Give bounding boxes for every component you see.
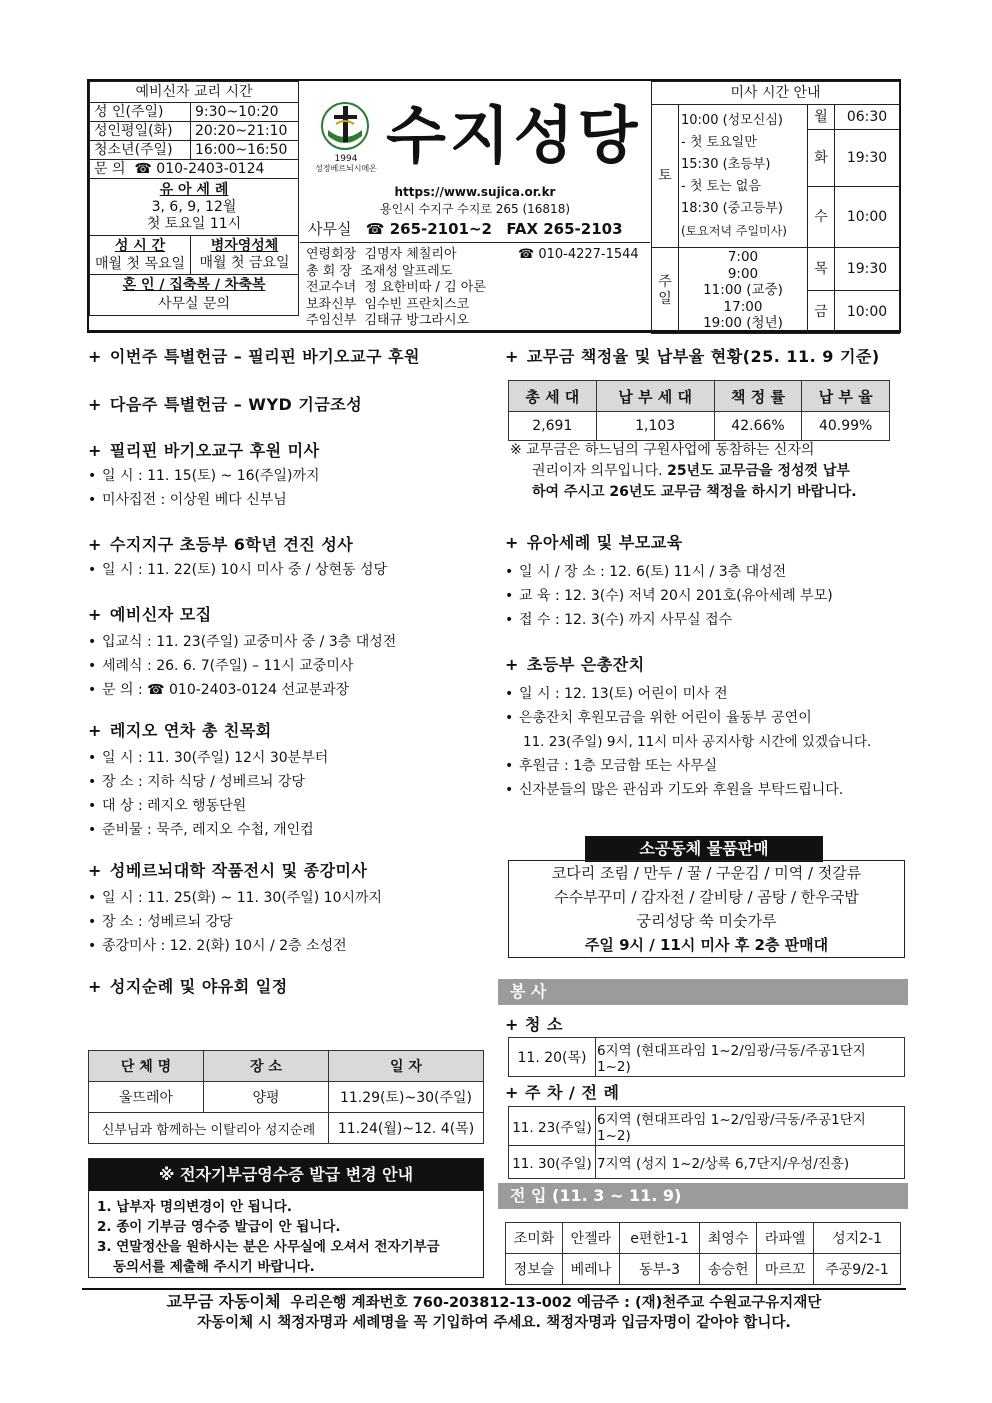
table-header: 장 소 <box>204 1051 329 1082</box>
list-item: • 일 시 : 11. 25(화) ~ 11. 30(주일) 10시까지 <box>88 886 488 910</box>
tithe-note <box>510 440 905 503</box>
mass-sunday-time: 7:00 <box>727 249 759 266</box>
staff-divider <box>300 242 650 243</box>
table-header: 납 부 세 대 <box>596 381 714 412</box>
table-cell: 주공9/2-1 <box>814 1254 901 1285</box>
list-item: • 일 시 : 12. 13(토) 어린이 미사 전 <box>505 682 905 706</box>
receipt-notice-title: ※ 전자기부금영수증 발급 변경 안내 <box>89 1159 483 1191</box>
parking-table <box>508 1106 905 1179</box>
tithe-note-line: ※ 교무금은 하느님의 구원사업에 동참하는 신자의 <box>510 442 815 458</box>
special-offering-this-week: 이번주 특별헌금 – 필리핀 바기오교구 후원 <box>109 347 421 366</box>
pilgrimage-title: 성지순례 및 야유회 일정 <box>109 977 288 996</box>
table-cell: 11. 20(목) <box>509 1038 596 1077</box>
table-cell: 최영수 <box>700 1223 757 1254</box>
list-item: • 미사집전 : 이상원 베다 신부님 <box>88 488 488 512</box>
table-cell: 베레나 <box>562 1254 619 1285</box>
footer-rule <box>82 1288 906 1290</box>
table-header: 책 정 률 <box>714 381 802 412</box>
table-cell: 1,103 <box>596 412 714 441</box>
tithe-table <box>508 380 890 441</box>
table-cell: 7지역 (성지 1~2/상록 6,7단지/우성/진흥) <box>596 1146 905 1179</box>
receipt-item: 3. 연말정산을 원하시는 분은 사무실에 오셔서 전자기부금 <box>97 1239 440 1255</box>
footer-account: 우리은행 계좌번호 760-203812-13-002 예금주 : (재)천주교 수원교구유지재단 <box>290 1295 822 1311</box>
table-cell: 조미화 <box>506 1223 563 1254</box>
tithe-note-line: 권리이자 의무입니다. <box>532 463 663 479</box>
mass-weekday-time: 10:00 <box>835 291 900 334</box>
table-cell: 6지역 (현대프라임 1~2/임광/극동/주공1단지 1~2) <box>596 1038 905 1077</box>
table-header: 납 부 율 <box>802 381 890 412</box>
list-item: • 종강미사 : 12. 2(화) 10시 / 2층 소성전 <box>88 934 488 958</box>
receipt-item: 2. 종이 기부금 영수증 발급이 안 됩니다. <box>97 1219 341 1235</box>
mass-weekday-time: 10:00 <box>835 187 900 248</box>
list-item: • 일 시 / 장 소 : 12. 6(토) 11시 / 3층 대성전 <box>505 560 905 584</box>
sale-line: 주일 9시 / 11시 미사 후 2층 판매대 <box>584 936 829 954</box>
mass-sunday-time: 19:00 (청년) <box>703 315 783 332</box>
footer <box>82 1292 906 1333</box>
receipt-notice <box>88 1158 484 1278</box>
staff-role: 주임신부 <box>306 313 357 328</box>
legio-title: 레지오 연차 총 친목회 <box>109 721 272 740</box>
catechism-table <box>89 81 299 316</box>
mass-weekday-time: 19:30 <box>835 248 900 291</box>
table-cell: 11. 23(주일) <box>509 1107 596 1146</box>
office-fax: FAX 265-2103 <box>506 220 623 238</box>
parish-name: 수지성당 <box>386 99 642 172</box>
table-header: 총 세 대 <box>509 381 597 412</box>
mass-saturday-label: 토 <box>652 105 679 248</box>
list-item: • 접 수 : 12. 3(수) 까지 사무실 접수 <box>505 608 905 632</box>
staff-name: 정 요한비따 / 김 아론 <box>364 280 486 295</box>
table-cell: 2,691 <box>509 412 597 441</box>
list-item: • 준비물 : 묵주, 레지오 수첩, 개인컵 <box>88 818 488 842</box>
mass-sunday-time: 9:00 <box>727 265 759 282</box>
table-cell: 마르꼬 <box>757 1254 814 1285</box>
catechism-title: 예비신자 교리 시간 <box>90 82 299 103</box>
confession-when: 매월 첫 목요일 <box>94 256 186 272</box>
table-header: 단 체 명 <box>89 1051 204 1082</box>
table-cell: 송승헌 <box>700 1254 757 1285</box>
table-cell: 11.29(토)~30(주일) <box>329 1082 484 1113</box>
parish-address: 용인시 수지구 수지로 265 (16818) <box>379 202 571 216</box>
confirmation-title: 수지지구 초등부 6학년 견진 성사 <box>109 535 354 554</box>
list-item: • 은총잔치 후원모금을 위한 어린이 율동부 공연이 <box>505 706 905 730</box>
staff-phone: ☎ 010-4227-1544 <box>518 247 639 262</box>
list-item: • 세례식 : 26. 6. 7(주일) – 11시 교중미사 <box>88 654 488 678</box>
list-item: • 일 시 : 11. 15(토) ~ 16(주일)까지 <box>88 464 488 488</box>
footer-note: 자동이체 시 책정자명과 세례명을 꼭 기입하여 주세요. 책정자명과 입금자명이 같아야 합니다. <box>197 1315 791 1331</box>
tithe-title: 교무금 책정율 및 납부율 현황(25. 11. 9 기준) <box>526 347 880 366</box>
list-item: • 후원금 : 1층 모금함 또는 사무실 <box>505 754 905 778</box>
catechism-label: 청소년(주일) <box>90 141 191 160</box>
contact-label: 문 의 <box>94 160 126 177</box>
mass-saturday-line: - 첫 토는 없음 <box>681 179 761 194</box>
table-cell: 40.99% <box>802 412 890 441</box>
gratitude-feast-title: 초등부 은총잔치 <box>526 655 645 674</box>
logo-caption: 성정베르뇌시메온 <box>315 164 377 173</box>
table-cell: 성지2-1 <box>814 1223 901 1254</box>
sale-line: 궁리성당 쑥 미숫가루 <box>636 912 777 930</box>
cleaning-title: + 청 소 <box>505 1015 563 1034</box>
staff-name: 조재성 알프레도 <box>360 263 453 279</box>
service-bar: 봉 사 <box>498 979 908 1005</box>
list-item: • 대 상 : 레지오 행동단원 <box>88 794 488 818</box>
mass-sunday-time: 17:00 <box>723 298 763 315</box>
catechism-label: 성 인(주일) <box>90 103 191 122</box>
table-header: 일 자 <box>329 1051 484 1082</box>
staff-name: 김명자 체칠리아 <box>364 247 457 262</box>
table-cell: 11. 30(주일) <box>509 1146 596 1179</box>
table-cell: e편한1-1 <box>619 1223 699 1254</box>
sale-line: 코다리 조림 / 만두 / 꿀 / 구운김 / 미역 / 젓갈류 <box>551 864 862 882</box>
mass-saturday-line: 18:30 (중고등부) <box>681 201 783 216</box>
anointing-when: 매월 첫 금요일 <box>199 255 290 271</box>
list-item: • 일 시 : 11. 30(주일) 12시 30분부터 <box>88 746 488 770</box>
tithe-note-line: 25년도 교무금을 정성껏 납부 <box>667 463 850 479</box>
marriage-title: 혼 인 / 집축복 / 차축복 <box>122 277 266 293</box>
staff-role: 보좌신부 <box>306 296 357 312</box>
mass-saturday-line: 10:00 (성모신심) <box>681 113 783 128</box>
list-item: 11. 23(주일) 9시, 11시 미사 공지사항 시간에 있겠습니다. <box>523 734 872 750</box>
mass-weekday: 월 <box>808 105 835 130</box>
office-phone: ☎ 265-2101~2 <box>365 220 492 238</box>
mass-saturday-line: - 첫 토요일만 <box>681 135 757 150</box>
infant-baptism-section-title: 유아세례 및 부모교육 <box>526 533 683 552</box>
catechism-time: 16:00~16:50 <box>191 141 299 160</box>
staff-name: 김태규 방그라시오 <box>364 313 470 328</box>
table-cell: 동부-3 <box>619 1254 699 1285</box>
list-item: • 입교식 : 11. 23(주일) 교중미사 중 / 3층 대성전 <box>88 630 488 654</box>
table-cell: 양평 <box>204 1082 329 1113</box>
marriage-note: 사무실 문의 <box>157 296 231 312</box>
anointing-title: 병자영성체 <box>210 238 279 254</box>
exhibition-title: 성베르뇌대학 작품전시 및 종강미사 <box>109 861 368 880</box>
table-cell: 6지역 (현대프라임 1~2/임광/극동/주공1단지 1~2) <box>596 1107 905 1146</box>
staff-role: 연령회장 <box>306 247 357 262</box>
sale-title: 소공동체 물품판매 <box>585 836 823 862</box>
parking-title: + 주 차 / 전 례 <box>505 1083 620 1102</box>
pilgrimage-table <box>88 1050 484 1144</box>
staff-list <box>306 247 651 330</box>
logo-year: 1994 <box>334 154 358 164</box>
mass-saturday-line: 15:30 (초등부) <box>681 157 771 172</box>
table-cell: 라파엘 <box>757 1223 814 1254</box>
table-cell: 11.24(월)~12. 4(목) <box>329 1113 484 1144</box>
table-cell: 정보슬 <box>506 1254 563 1285</box>
mass-sunday-time: 11:00 (교중) <box>703 282 783 299</box>
confession-title: 성 시 간 <box>114 238 166 254</box>
mass-sunday-label: 주일 <box>652 248 679 334</box>
sale-line: 수수부꾸미 / 감자전 / 갈비탕 / 곰탕 / 한우국밥 <box>554 888 859 906</box>
tithe-note-line: 하여 주시고 26년도 교무금 책정을 하시기 바랍니다. <box>532 484 857 500</box>
mass-title: 미사 시간 안내 <box>652 82 900 105</box>
table-cell: 42.66% <box>714 412 802 441</box>
table-cell: 신부님과 함께하는 이탈리아 성지순례 <box>89 1113 329 1144</box>
list-item: • 일 시 : 11. 22(토) 10시 미사 중 / 상현동 성당 <box>88 558 488 582</box>
sale-box <box>508 860 905 958</box>
list-item: • 문 의 : ☎ 010-2403-0124 선교분과장 <box>88 678 488 702</box>
catechumen-title: 예비신자 모집 <box>109 605 212 624</box>
transfer-table <box>505 1222 901 1285</box>
staff-name: 임수빈 프란치스코 <box>364 296 470 312</box>
mass-weekday: 수 <box>808 187 835 248</box>
mass-weekday: 목 <box>808 248 835 291</box>
list-item: • 교 육 : 12. 3(수) 저녁 20시 201호(유아세례 부모) <box>505 584 905 608</box>
receipt-item: 동의서를 제출해 주시기 바랍니다. <box>113 1259 315 1275</box>
list-item: • 신자분들의 많은 관심과 기도와 후원을 부탁드립니다. <box>505 778 905 802</box>
contact-phone: ☎ 010-2403-0124 <box>134 160 265 177</box>
infant-baptism-title: 유 아 세 례 <box>159 181 229 198</box>
catechism-time: 9:30~10:20 <box>191 103 299 122</box>
catechism-time: 20:20~21:10 <box>191 122 299 141</box>
transfer-bar: 전 입 (11. 3 ~ 11. 9) <box>498 1183 908 1209</box>
mass-weekday-time: 19:30 <box>835 130 900 187</box>
staff-role: 총 회 장 <box>306 263 352 279</box>
cleaning-table <box>508 1037 905 1077</box>
receipt-item: 1. 납부자 명의변경이 안 됩니다. <box>97 1199 292 1215</box>
philippines-mass-title: 필리핀 바기오교구 후원 미사 <box>109 441 320 460</box>
infant-baptism-months: 3, 6, 9, 12월 <box>151 198 237 215</box>
mass-weekday: 금 <box>808 291 835 334</box>
table-cell: 안젤라 <box>562 1223 619 1254</box>
table-cell: 울뜨레아 <box>89 1082 204 1113</box>
special-offering-next-week: 다음주 특별헌금 – WYD 기금조성 <box>109 395 363 414</box>
parish-url[interactable]: https://www.sujica.or.kr <box>394 185 556 199</box>
mass-saturday-line: (토요저녁 주일미사) <box>681 224 787 238</box>
mass-weekday: 화 <box>808 130 835 187</box>
infant-baptism-day: 첫 토요일 11시 <box>146 215 242 232</box>
list-item: • 장 소 : 지하 식당 / 성베르뇌 강당 <box>88 770 488 794</box>
list-item: • 장 소 : 성베르뇌 강당 <box>88 910 488 934</box>
mass-table <box>651 81 900 334</box>
mass-weekday-time: 06:30 <box>835 105 900 130</box>
office-label: 사무실 <box>308 220 352 238</box>
footer-autopay-label: 교무금 자동이체 <box>166 1292 281 1311</box>
staff-role: 전교수녀 <box>306 280 357 295</box>
catechism-label: 성인평일(화) <box>90 122 191 141</box>
